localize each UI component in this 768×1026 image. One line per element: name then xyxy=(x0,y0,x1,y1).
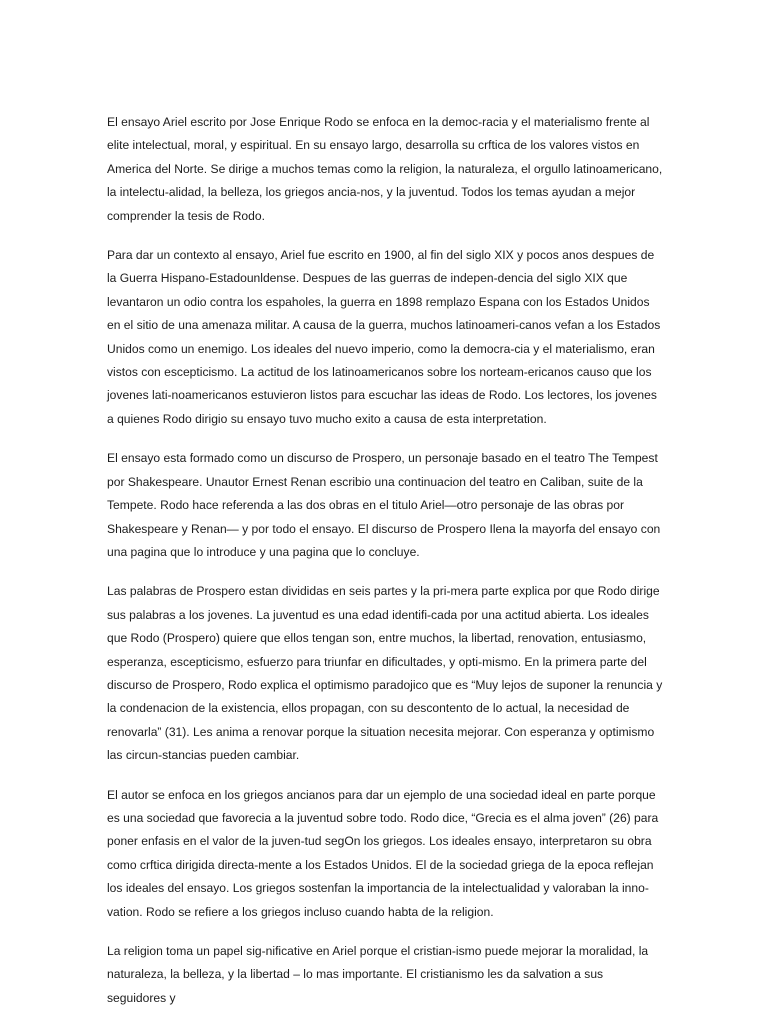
paragraph-3: El ensayo esta formado como un discurso de Prospero, un personaje basado en el teatro The Tempest por Shakespeare. Unautor Ernest Renan escribio una continuacion del teatro en Caliban, suite de la Tempete. Rodo hace referenda a las dos obras en el titulo Ariel—otro personaje de las obras por Shakespeare y Renan— y por todo el ensayo. El discurso de Prospero Ilena la mayorfa del ensayo con una pagina que lo introduce y una pagina que lo concluye. xyxy=(107,451,661,559)
paragraph-6: La religion toma un papel sig-nificative en Ariel porque el cristian-ismo puede mejorar la moralidad, la naturaleza, la belleza, y la libertad – lo mas importante. El cristianismo les da salvation a sus seguidores y xyxy=(107,944,649,1005)
document-page xyxy=(107,111,663,1026)
paragraph-1: El ensayo Ariel escrito por Jose Enrique Rodo se enfoca en la democ-racia y el materialismo frente al elite intelectual, moral, y espiritual. En su ensayo largo, desarrolla su crftica de los valores vistos en America del Norte. Se dirige a muchos temas como la religion, la naturaleza, el orgullo latinoamericano, la intelectu-alidad, la belleza, los griegos ancia-nos, y la juventud. Todos los temas ayudan a mejor comprender la tesis de Rodo. xyxy=(107,115,663,223)
paragraph-4: Las palabras de Prospero estan divididas en seis partes y la pri-mera parte explica por que Rodo dirige sus palabras a los jovenes. La juventud es una edad identifi-cada por una actitud abierta. Los ideales que Rodo (Prospero) quiere que ellos tengan son, entre muchos, la libertad, renovation, entusiasmo, esperanza, escepticismo, esfuerzo para triunfar en dificultades, y opti-mismo. En la primera parte del discurso de Prospero, Rodo explica el optimismo paradojico que es “Muy lejos de suponer la renuncia y la condenacion de la existencia, ellos propagan, con su descontento de lo actual, la necesidad de renovarla” (31). Les anima a renovar porque la situation necesita mejorar. Con esperanza y optimismo las circun-stancias pueden cambiar. xyxy=(107,584,663,763)
paragraph-2: Para dar un contexto al ensayo, Ariel fue escrito en 1900, al fin del siglo XIX y pocos anos despues de la Guerra Hispano-Estadounldense. Despues de las guerras de indepen-dencia del siglo XIX que levantaron un odio contra los espaholes, la guerra en 1898 remplazo Espana con los Estados Unidos en el sitio de una amenaza militar. A causa de la guerra, muchos latinoameri-canos vefan a los Estados Unidos como un enemigo. Los ideales del nuevo imperio, como la democra-cia y el materialismo, eran vistos con escepticismo. La actitud de los latinoamericanos sobre los norteam-ericanos causo que los jovenes lati-noamericanos estuvieron listos para escuchar las ideas de Rodo. Los lectores, los jovenes a quienes Rodo dirigio su ensayo tuvo mucho exito a causa de esta interpretation. xyxy=(107,248,661,426)
paragraph-5: El autor se enfoca en los griegos ancianos para dar un ejemplo de una sociedad ideal en parte porque es una sociedad que favorecia a la juventud sobre todo. Rodo dice, “Grecia es el alma joven” (26) para poner enfasis en el valor de la juven-tud segOn los griegos. Los ideales ensayo, interpretaron su obra como crftica dirigida directa-mente a los Estados Unidos. El de la sociedad griega de la epoca reflejan los ideales del ensayo. Los griegos sostenfan la importancia de la intelectualidad y valoraban la inno-vation. Rodo se refiere a los griegos incluso cuando habta de la religion. xyxy=(107,787,659,919)
